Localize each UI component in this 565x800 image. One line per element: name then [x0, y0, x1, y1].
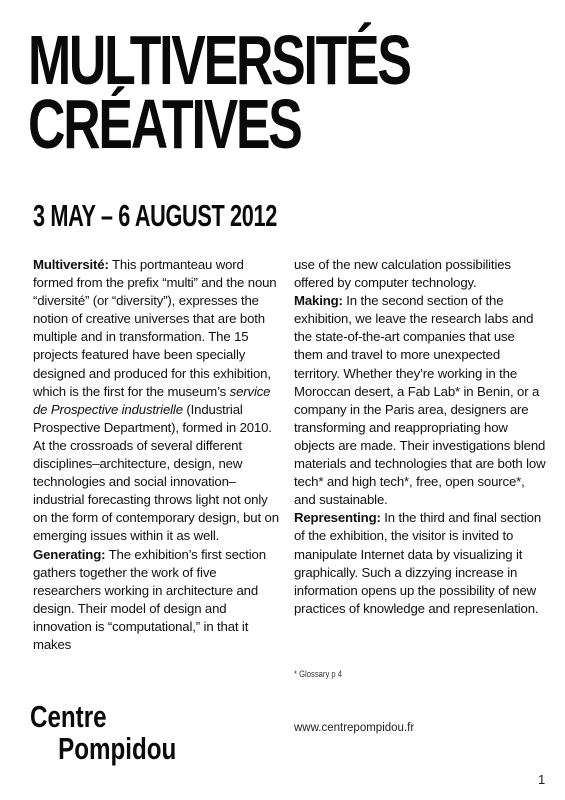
exhibition-dates: 3 MAY – 6 AUGUST 2012 — [33, 198, 277, 233]
paragraph-representing — [294, 509, 546, 618]
page-title — [28, 21, 410, 163]
title-line-2: CRÉATIVES — [28, 85, 301, 163]
body-column-right — [294, 256, 546, 618]
representing-text: In the third and final section of the exhibition, the visitor is invited to manipulate Internet data by visualizing it graphically. Such a dizzying increase in information opens up the possibility of new practices of knowledge and represenlation. — [294, 510, 542, 616]
term-generating: Generating: — [33, 546, 106, 562]
logo-line-2: Pompidou — [58, 731, 177, 766]
multiversite-text-1: This portmanteau word formed from the prefix “multi” and the noun “diversité” (or “diversity”), expresses the notion of creative universes that are both multiple and in transformation. The 15 projects featured have been specially designed and produced for this exhibition, which is the first for the museum’s — [33, 257, 277, 399]
website-link[interactable]: www.centrepompidou.fr — [294, 722, 415, 734]
generating-text-left: The exhibition’s first section gathers together the work of five researchers working in architecture and design. Their model of design and innovation is “computational,” in that it makes — [33, 546, 266, 652]
making-text: In the second section of the exhibition, we leave the research labs and the state-of-the-art companies that use them and travel to more unexpected territory. Whether they’re working in the Moroccan desert, a Fab Lab* in Benin, or a company in the Paris area, designers are transforming and reappropriating how objects are made. Their investigations blend materials and technologies that are both low tech* and high tech*, free, open source*, and sustainable. — [294, 293, 546, 508]
term-multiversite: Multiversité: — [33, 257, 109, 272]
centre-pompidou-logo — [30, 701, 176, 765]
multiversite-italic: service de Prospective industrielle — [33, 383, 271, 417]
multiversite-text-2: (Industrial Prospective Department), formed in 2010. At the crossroads of several different disciplines–architecture, design, new technologies and social innovation–industrial forecasting throws light not only on the form of contemporary design, but on emerging issues within it as well. — [33, 401, 279, 544]
paragraph-multiversite — [33, 256, 285, 546]
logo-line-1: Centre — [30, 699, 107, 734]
term-making: Making: — [294, 293, 343, 309]
paragraph-making — [294, 292, 546, 509]
glossary-footnote: * Glossary p 4 — [294, 669, 343, 679]
paragraph-generating — [33, 546, 285, 655]
page-number: 1 — [538, 772, 546, 787]
term-representing: Representing: — [294, 510, 381, 526]
body-column-left — [33, 256, 285, 654]
title-line-1: MULTIVERSITÉS — [28, 21, 410, 99]
generating-continued: use of the new calculation possibilities offered by computer technology. — [294, 257, 511, 291]
